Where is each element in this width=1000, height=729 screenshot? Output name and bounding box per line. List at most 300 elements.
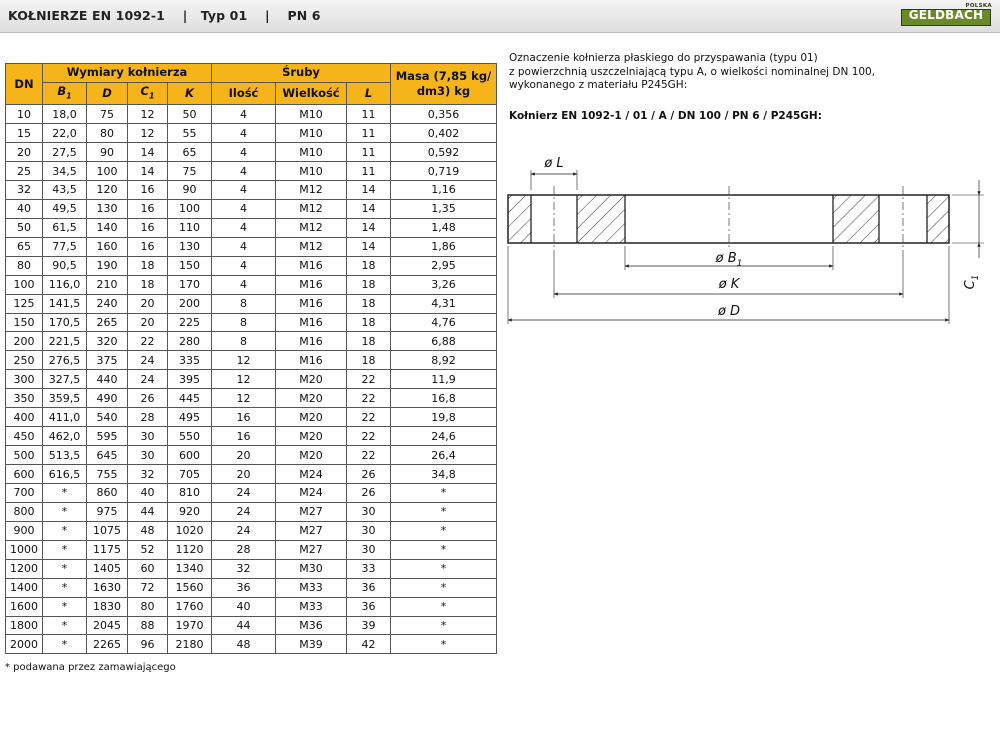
cell-c1: 26 (128, 389, 168, 408)
cell-masa: 19,8 (391, 408, 497, 427)
cell-masa: * (391, 635, 497, 654)
cell-dn: 10 (6, 105, 43, 124)
designation-example: Kołnierz EN 1092-1 / 01 / A / DN 100 / PN 6 / P245GH: (509, 109, 822, 122)
logo-subtext: POLSKA (965, 3, 992, 9)
cell-masa: 1,35 (391, 199, 497, 218)
cell-c1: 12 (128, 124, 168, 143)
cell-masa: * (391, 521, 497, 540)
table-row (6, 502, 497, 521)
c1-subscript: 1 (148, 91, 155, 101)
cell-l: 22 (347, 408, 391, 427)
col-header-k: K (168, 82, 212, 104)
cell-k: 65 (168, 143, 212, 162)
cell-ilosc: 4 (212, 143, 276, 162)
cell-dn: 2000 (6, 635, 43, 654)
cell-dn: 350 (6, 389, 43, 408)
cell-c1: 48 (128, 521, 168, 540)
cell-l: 26 (347, 465, 391, 484)
cell-ilosc: 8 (212, 332, 276, 351)
cell-b1: * (43, 540, 87, 559)
cell-l: 14 (347, 199, 391, 218)
cell-d: 490 (87, 389, 128, 408)
cell-k: 90 (168, 180, 212, 199)
cell-dn: 300 (6, 370, 43, 389)
table-row (6, 218, 497, 237)
cell-b1: 221,5 (43, 332, 87, 351)
cell-wielkosc: M20 (276, 370, 347, 389)
cell-ilosc: 12 (212, 370, 276, 389)
mass-header-text: Masa (7,85 kg/ dm3) kg (395, 69, 492, 99)
table-row (6, 597, 497, 616)
table-row (6, 408, 497, 427)
cell-k: 55 (168, 124, 212, 143)
cell-masa: * (391, 483, 497, 502)
cell-k: 1760 (168, 597, 212, 616)
cell-l: 18 (347, 313, 391, 332)
cell-c1: 30 (128, 427, 168, 446)
cell-c1: 16 (128, 199, 168, 218)
cell-k: 1120 (168, 540, 212, 559)
cell-wielkosc: M30 (276, 559, 347, 578)
cell-wielkosc: M20 (276, 389, 347, 408)
cell-masa: * (391, 502, 497, 521)
col-header-mass (391, 64, 497, 105)
cell-l: 18 (347, 351, 391, 370)
cell-b1: 27,5 (43, 143, 87, 162)
cell-c1: 18 (128, 275, 168, 294)
dim-l-label: ø L (544, 156, 564, 171)
cell-wielkosc: M27 (276, 502, 347, 521)
dim-d-label: ø D (717, 304, 741, 319)
cell-dn: 900 (6, 521, 43, 540)
cell-dn: 1200 (6, 559, 43, 578)
cell-k: 550 (168, 427, 212, 446)
cell-l: 22 (347, 427, 391, 446)
cell-d: 1075 (87, 521, 128, 540)
cell-k: 100 (168, 199, 212, 218)
cell-wielkosc: M24 (276, 465, 347, 484)
cell-ilosc: 16 (212, 427, 276, 446)
cell-l: 30 (347, 540, 391, 559)
cell-c1: 16 (128, 180, 168, 199)
cell-d: 75 (87, 105, 128, 124)
table-row (6, 256, 497, 275)
cell-k: 1020 (168, 521, 212, 540)
cell-l: 39 (347, 616, 391, 635)
cell-k: 1970 (168, 616, 212, 635)
cell-c1: 52 (128, 540, 168, 559)
cell-masa: 34,8 (391, 465, 497, 484)
hatch-right-inner (833, 195, 879, 243)
cell-dn: 600 (6, 465, 43, 484)
description-line-1: Oznaczenie kołnierza płaskiego do przyspawania (typu 01) (509, 52, 818, 64)
hatch-right-outer (927, 195, 949, 243)
cell-wielkosc: M27 (276, 540, 347, 559)
cell-d: 210 (87, 275, 128, 294)
dim-c1-subscript: 1 (971, 274, 981, 281)
cell-k: 1560 (168, 578, 212, 597)
cell-dn: 400 (6, 408, 43, 427)
cell-c1: 14 (128, 143, 168, 162)
cell-b1: 462,0 (43, 427, 87, 446)
cell-k: 225 (168, 313, 212, 332)
cell-c1: 44 (128, 502, 168, 521)
cell-masa: 0,592 (391, 143, 497, 162)
hatch-left-outer (508, 195, 531, 243)
flange-outline (508, 195, 949, 243)
cell-b1: * (43, 597, 87, 616)
cell-dn: 1800 (6, 616, 43, 635)
cell-ilosc: 24 (212, 521, 276, 540)
page-title: KOŁNIERZE EN 1092-1 | Typ 01 | PN 6 (8, 8, 321, 23)
cell-masa: 0,402 (391, 124, 497, 143)
cell-k: 110 (168, 218, 212, 237)
cell-ilosc: 12 (212, 389, 276, 408)
cell-masa: * (391, 597, 497, 616)
cell-wielkosc: M20 (276, 427, 347, 446)
cell-ilosc: 16 (212, 408, 276, 427)
cell-c1: 16 (128, 237, 168, 256)
cell-wielkosc: M24 (276, 483, 347, 502)
cell-dn: 40 (6, 199, 43, 218)
cell-dn: 65 (6, 237, 43, 256)
cell-ilosc: 4 (212, 256, 276, 275)
cell-l: 30 (347, 521, 391, 540)
cell-wielkosc: M12 (276, 180, 347, 199)
cell-b1: 90,5 (43, 256, 87, 275)
dim-c1-symbol: C (963, 280, 978, 290)
cell-wielkosc: M10 (276, 124, 347, 143)
cell-l: 18 (347, 332, 391, 351)
cell-d: 2265 (87, 635, 128, 654)
cell-d: 130 (87, 199, 128, 218)
cell-b1: * (43, 635, 87, 654)
cell-l: 33 (347, 559, 391, 578)
cell-wielkosc: M10 (276, 162, 347, 181)
dim-b1-symbol: ø B (715, 251, 737, 266)
logo-text: GELDBACH (908, 8, 984, 22)
b1-subscript: 1 (66, 91, 72, 101)
cell-b1: 22,0 (43, 124, 87, 143)
cell-b1: 34,5 (43, 162, 87, 181)
cell-c1: 24 (128, 370, 168, 389)
cell-masa: 24,6 (391, 427, 497, 446)
cell-dn: 150 (6, 313, 43, 332)
cell-l: 11 (347, 162, 391, 181)
cell-wielkosc: M12 (276, 237, 347, 256)
cell-ilosc: 4 (212, 162, 276, 181)
cell-ilosc: 4 (212, 237, 276, 256)
cell-masa: 8,92 (391, 351, 497, 370)
cell-k: 75 (168, 162, 212, 181)
cell-dn: 450 (6, 427, 43, 446)
cell-dn: 100 (6, 275, 43, 294)
cell-b1: 43,5 (43, 180, 87, 199)
cell-ilosc: 12 (212, 351, 276, 370)
cell-k: 600 (168, 446, 212, 465)
cell-k: 395 (168, 370, 212, 389)
table-row (6, 162, 497, 181)
cell-d: 1630 (87, 578, 128, 597)
cell-masa: 0,719 (391, 162, 497, 181)
cell-l: 18 (347, 275, 391, 294)
cell-c1: 16 (128, 218, 168, 237)
cell-b1: 116,0 (43, 275, 87, 294)
cell-wielkosc: M12 (276, 218, 347, 237)
cell-c1: 72 (128, 578, 168, 597)
description-line-3: wykonanego z materiału P245GH: (509, 79, 688, 92)
cell-l: 11 (347, 143, 391, 162)
table-row (6, 578, 497, 597)
cell-c1: 88 (128, 616, 168, 635)
col-header-d: D (87, 82, 128, 104)
cell-masa: 26,4 (391, 446, 497, 465)
cell-masa: 2,95 (391, 256, 497, 275)
cell-d: 120 (87, 180, 128, 199)
table-row (6, 275, 497, 294)
cell-dn: 1000 (6, 540, 43, 559)
cell-c1: 22 (128, 332, 168, 351)
cell-d: 975 (87, 502, 128, 521)
table-row (6, 143, 497, 162)
flange-cross-section-drawing (500, 150, 990, 340)
table-row (6, 465, 497, 484)
cell-k: 2180 (168, 635, 212, 654)
table-row (6, 370, 497, 389)
table-row (6, 446, 497, 465)
cell-masa: * (391, 540, 497, 559)
cell-wielkosc: M16 (276, 332, 347, 351)
cell-k: 495 (168, 408, 212, 427)
cell-dn: 200 (6, 332, 43, 351)
geldbach-logo (901, 4, 993, 28)
cell-masa: 3,26 (391, 275, 497, 294)
cell-l: 42 (347, 635, 391, 654)
cell-l: 22 (347, 446, 391, 465)
cell-d: 2045 (87, 616, 128, 635)
cell-ilosc: 4 (212, 199, 276, 218)
cell-ilosc: 8 (212, 294, 276, 313)
cell-d: 1175 (87, 540, 128, 559)
cell-b1: * (43, 483, 87, 502)
cell-k: 920 (168, 502, 212, 521)
cell-masa: * (391, 616, 497, 635)
cell-dn: 250 (6, 351, 43, 370)
cell-c1: 24 (128, 351, 168, 370)
cell-d: 265 (87, 313, 128, 332)
table-row (6, 559, 497, 578)
table-row (6, 427, 497, 446)
cell-dn: 700 (6, 483, 43, 502)
cell-wielkosc: M10 (276, 143, 347, 162)
cell-ilosc: 4 (212, 124, 276, 143)
designation-description (509, 52, 989, 123)
dim-c1-label (963, 275, 981, 290)
cell-masa: 6,88 (391, 332, 497, 351)
cell-masa: 16,8 (391, 389, 497, 408)
cell-c1: 60 (128, 559, 168, 578)
cell-ilosc: 24 (212, 483, 276, 502)
cell-l: 14 (347, 237, 391, 256)
cell-d: 80 (87, 124, 128, 143)
cell-wielkosc: M10 (276, 105, 347, 124)
cell-ilosc: 40 (212, 597, 276, 616)
table-row (6, 540, 497, 559)
cell-c1: 80 (128, 597, 168, 616)
cell-wielkosc: M39 (276, 635, 347, 654)
cell-l: 30 (347, 502, 391, 521)
cell-wielkosc: M16 (276, 294, 347, 313)
cell-k: 705 (168, 465, 212, 484)
cell-dn: 1600 (6, 597, 43, 616)
cell-b1: 170,5 (43, 313, 87, 332)
cell-b1: 49,5 (43, 199, 87, 218)
table-row (6, 237, 497, 256)
cell-l: 11 (347, 124, 391, 143)
dim-k-label: ø K (718, 277, 740, 292)
cell-dn: 500 (6, 446, 43, 465)
cell-b1: 77,5 (43, 237, 87, 256)
cell-l: 22 (347, 389, 391, 408)
cell-d: 645 (87, 446, 128, 465)
col-header-c1 (128, 82, 168, 104)
col-header-wielkosc: Wielkość (276, 82, 347, 104)
col-header-b1 (43, 82, 87, 104)
cell-b1: * (43, 616, 87, 635)
cell-c1: 96 (128, 635, 168, 654)
cell-b1: * (43, 578, 87, 597)
cell-b1: 616,5 (43, 465, 87, 484)
table-row (6, 124, 497, 143)
cell-k: 445 (168, 389, 212, 408)
cell-b1: * (43, 502, 87, 521)
cell-k: 50 (168, 105, 212, 124)
cell-c1: 30 (128, 446, 168, 465)
cell-l: 18 (347, 256, 391, 275)
cell-dn: 15 (6, 124, 43, 143)
cell-l: 11 (347, 105, 391, 124)
cell-d: 160 (87, 237, 128, 256)
cell-l: 14 (347, 180, 391, 199)
cell-masa: 4,31 (391, 294, 497, 313)
cell-d: 100 (87, 162, 128, 181)
cell-c1: 40 (128, 483, 168, 502)
cell-d: 755 (87, 465, 128, 484)
table-row (6, 294, 497, 313)
cell-c1: 20 (128, 294, 168, 313)
cell-d: 140 (87, 218, 128, 237)
col-header-l: L (347, 82, 391, 104)
table-row (6, 616, 497, 635)
cell-l: 18 (347, 294, 391, 313)
c1-symbol: C (140, 83, 149, 98)
cell-dn: 32 (6, 180, 43, 199)
cell-masa: 1,16 (391, 180, 497, 199)
cell-k: 170 (168, 275, 212, 294)
cell-dn: 50 (6, 218, 43, 237)
table-row (6, 105, 497, 124)
cell-dn: 800 (6, 502, 43, 521)
col-header-dimensions: Wymiary kołnierza (43, 64, 212, 83)
cell-wielkosc: M33 (276, 578, 347, 597)
cell-b1: 61,5 (43, 218, 87, 237)
cell-masa: 11,9 (391, 370, 497, 389)
cell-l: 36 (347, 597, 391, 616)
table-row (6, 389, 497, 408)
cell-ilosc: 48 (212, 635, 276, 654)
cell-c1: 12 (128, 105, 168, 124)
cell-d: 1830 (87, 597, 128, 616)
cell-k: 810 (168, 483, 212, 502)
cell-d: 240 (87, 294, 128, 313)
cell-c1: 28 (128, 408, 168, 427)
cell-d: 320 (87, 332, 128, 351)
dim-b1-subscript: 1 (736, 259, 743, 269)
cell-k: 150 (168, 256, 212, 275)
cell-dn: 1400 (6, 578, 43, 597)
cell-masa: 1,48 (391, 218, 497, 237)
cell-k: 200 (168, 294, 212, 313)
cell-ilosc: 32 (212, 559, 276, 578)
table-row (6, 351, 497, 370)
table-row (6, 313, 497, 332)
cell-d: 375 (87, 351, 128, 370)
table-row (6, 332, 497, 351)
header-bar (0, 0, 1000, 33)
cell-c1: 18 (128, 256, 168, 275)
description-line-2: z powierzchnią uszczelniającą typu A, o wielkości nominalnej DN 100, (509, 65, 876, 78)
cell-dn: 80 (6, 256, 43, 275)
flange-spec-table (5, 63, 497, 654)
cell-b1: 513,5 (43, 446, 87, 465)
cell-d: 860 (87, 483, 128, 502)
cell-c1: 20 (128, 313, 168, 332)
cell-ilosc: 20 (212, 465, 276, 484)
cell-wielkosc: M12 (276, 199, 347, 218)
cell-ilosc: 28 (212, 540, 276, 559)
cell-ilosc: 36 (212, 578, 276, 597)
b1-symbol: B (57, 83, 67, 98)
cell-wielkosc: M16 (276, 275, 347, 294)
cell-masa: 1,86 (391, 237, 497, 256)
cell-k: 1340 (168, 559, 212, 578)
cell-dn: 125 (6, 294, 43, 313)
cell-d: 190 (87, 256, 128, 275)
cell-d: 440 (87, 370, 128, 389)
cell-b1: 141,5 (43, 294, 87, 313)
cell-wielkosc: M16 (276, 351, 347, 370)
cell-ilosc: 4 (212, 218, 276, 237)
cell-masa: * (391, 578, 497, 597)
cell-wielkosc: M36 (276, 616, 347, 635)
cell-wielkosc: M33 (276, 597, 347, 616)
cell-c1: 32 (128, 465, 168, 484)
cell-wielkosc: M20 (276, 446, 347, 465)
cell-d: 90 (87, 143, 128, 162)
cell-l: 14 (347, 218, 391, 237)
cell-b1: 276,5 (43, 351, 87, 370)
col-header-ilosc: Ilość (212, 82, 276, 104)
cell-d: 540 (87, 408, 128, 427)
cell-b1: * (43, 521, 87, 540)
table-row (6, 635, 497, 654)
cell-ilosc: 4 (212, 105, 276, 124)
cell-k: 280 (168, 332, 212, 351)
cell-ilosc: 20 (212, 446, 276, 465)
cell-masa: 0,356 (391, 105, 497, 124)
cell-k: 130 (168, 237, 212, 256)
cell-wielkosc: M16 (276, 256, 347, 275)
